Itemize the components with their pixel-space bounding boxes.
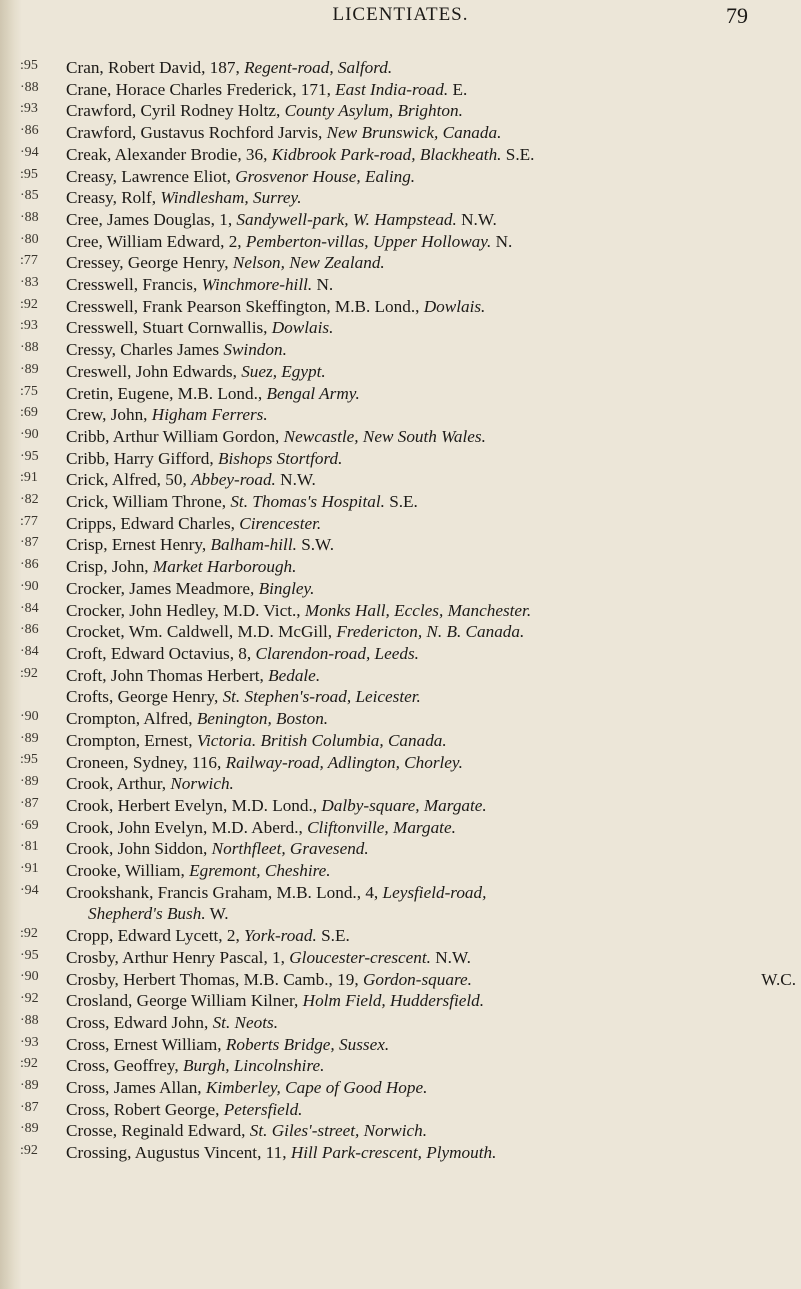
- entry-name: Crick, William Throne,: [66, 492, 231, 512]
- entry-address: Regent-road, Salford.: [244, 58, 393, 77]
- list-item: [66, 621, 796, 643]
- margin-number: ·94: [20, 144, 39, 160]
- margin-number: ·89: [20, 1077, 39, 1093]
- entry-district: W.: [205, 904, 229, 924]
- margin-number: :69: [20, 405, 38, 421]
- entry-address: Bishops Stortford.: [217, 448, 343, 468]
- entry-name: Crawford, Cyril Rodney Holtz,: [66, 101, 285, 121]
- list-item: [66, 469, 796, 491]
- entry-name: Cretin, Eugene, M.B. Lond.,: [66, 383, 267, 403]
- margin-number: :75: [20, 383, 38, 399]
- entry-address: St. Thomas's Hospital.: [230, 492, 385, 512]
- margin-number: ·88: [20, 1012, 39, 1028]
- list-item: [66, 578, 796, 600]
- entry-address: Sandywell-park, W. Hampstead.: [236, 209, 457, 229]
- margin-number: ·90: [20, 969, 39, 985]
- list-item: [66, 600, 796, 622]
- margin-number: ·92: [20, 991, 39, 1007]
- entry-address: St. Stephen's-road, Leicester.: [222, 687, 421, 707]
- margin-number: ·87: [20, 795, 39, 811]
- list-item: [66, 448, 796, 470]
- entry-name: Crocker, James Meadmore,: [66, 578, 259, 598]
- licentiates-list: [66, 57, 796, 1164]
- entry-name: Croft, Edward Octavius, 8,: [66, 643, 256, 663]
- entry-name: Croneen, Sydney, 116,: [66, 752, 226, 772]
- entry-address: East India-road.: [335, 79, 449, 99]
- margin-number: ·86: [20, 557, 39, 573]
- entry-name: Crofts, George Henry,: [66, 687, 223, 707]
- entry-address: York-road.: [244, 926, 317, 946]
- entry-continuation: [66, 903, 796, 925]
- entry-name: Cross, Ernest William,: [66, 1034, 226, 1054]
- margin-number: ·87: [20, 535, 39, 551]
- entry-district: S.E.: [316, 926, 350, 946]
- entry-address: Bingley.: [258, 578, 315, 598]
- margin-number: :77: [20, 253, 38, 269]
- list-item: [66, 730, 796, 752]
- entry-name: Creak, Alexander Brodie, 36,: [66, 144, 272, 164]
- list-item: [66, 252, 796, 274]
- entry-district: S.E.: [501, 144, 535, 164]
- margin-number: ·84: [20, 600, 39, 616]
- entry-name: Crook, John Evelyn, M.D. Aberd.,: [66, 817, 308, 837]
- margin-number: ·91: [20, 860, 39, 876]
- margin-number: ·88: [20, 209, 39, 225]
- entry-name: Crisp, Ernest Henry,: [66, 535, 211, 555]
- list-item: [66, 665, 796, 687]
- entry-name: Crosby, Herbert Thomas, M.B. Camb., 19,: [66, 969, 363, 989]
- margin-number: ·89: [20, 361, 39, 377]
- entry-address: Dowlais.: [271, 318, 334, 338]
- list-item: [66, 426, 796, 448]
- list-item: [66, 274, 796, 296]
- list-item: [66, 79, 796, 101]
- margin-number: ·85: [20, 188, 39, 204]
- margin-number: :93: [20, 101, 38, 117]
- entry-address: Cliftonville, Margate.: [307, 817, 456, 837]
- entry-address: Victoria. British Columbia, Canada.: [196, 730, 447, 750]
- list-item: [66, 231, 796, 253]
- entry-address: Monks Hall, Eccles, Manchester.: [304, 600, 532, 620]
- list-item: [66, 969, 796, 991]
- entry-name: Crookshank, Francis Graham, M.B. Lond., 4,: [66, 882, 383, 902]
- list-item: [66, 752, 796, 774]
- entry-address: County Asylum, Brighton.: [284, 101, 463, 121]
- list-item: [66, 166, 796, 188]
- margin-number: :95: [20, 752, 38, 768]
- entry-name: Crompton, Alfred,: [66, 709, 197, 729]
- entry-address: Roberts Bridge, Sussex.: [225, 1034, 390, 1054]
- margin-number: ·80: [20, 231, 39, 247]
- entry-district: N.W.: [275, 470, 316, 490]
- margin-number: ·88: [20, 340, 39, 356]
- entry-name: Cross, Geoffrey,: [66, 1056, 183, 1076]
- entry-address: Suez, Egypt.: [241, 361, 326, 381]
- list-item: [66, 1012, 796, 1034]
- margin-number: ·95: [20, 448, 39, 464]
- entry-address: Bengal Army.: [266, 383, 360, 403]
- entry-address: Gordon-square.: [362, 969, 472, 989]
- list-item: [66, 57, 796, 79]
- list-item: [66, 925, 796, 947]
- list-item: [66, 708, 796, 730]
- entry-name: Crook, Herbert Evelyn, M.D. Lond.,: [66, 795, 322, 815]
- margin-number: ·81: [20, 839, 39, 855]
- entry-name: Crossing, Augustus Vincent, 11,: [66, 1143, 291, 1163]
- list-item: [66, 491, 796, 513]
- margin-number: ·86: [20, 123, 39, 139]
- entry-name: Crooke, William,: [66, 861, 190, 881]
- entry-address: St. Giles'-street, Norwich.: [249, 1121, 428, 1141]
- margin-number: ·93: [20, 1034, 39, 1050]
- entry-address: Kidbrook Park-road, Blackheath.: [271, 144, 502, 164]
- entry-name: Crosby, Arthur Henry Pascal, 1,: [66, 947, 290, 967]
- list-item: [66, 187, 796, 209]
- list-item: [66, 643, 796, 665]
- list-item: [66, 860, 796, 882]
- entry-name: Crook, Arthur,: [66, 774, 171, 794]
- entry-name: Crocket, Wm. Caldwell, M.D. McGill,: [66, 622, 337, 642]
- entry-address: Dalby-square, Margate.: [321, 795, 487, 815]
- margin-number: :92: [20, 1056, 38, 1072]
- entry-address: Cirencester.: [239, 513, 322, 533]
- entry-name: Cross, Robert George,: [66, 1099, 224, 1119]
- entry-address: Newcastle, New South Wales.: [283, 426, 486, 446]
- margin-number: ·69: [20, 817, 39, 833]
- entry-name: Cresswell, Stuart Cornwallis,: [66, 318, 272, 338]
- margin-number: :95: [20, 166, 38, 182]
- list-item: [66, 947, 796, 969]
- margin-number: ·87: [20, 1099, 39, 1115]
- entry-address: Gloucester-crescent.: [289, 947, 431, 967]
- entry-address: Clarendon-road, Leeds.: [255, 643, 419, 663]
- margin-number: ·89: [20, 1121, 39, 1137]
- entry-address: Burgh, Lincolnshire.: [182, 1056, 325, 1076]
- list-item: [66, 882, 796, 925]
- entry-name: Cressy, Charles James: [66, 340, 224, 360]
- entry-district: N.: [312, 275, 334, 295]
- entry-name: Crane, Horace Charles Frederick, 171,: [66, 79, 336, 99]
- margin-number: ·90: [20, 426, 39, 442]
- entry-name: Cross, James Allan,: [66, 1078, 206, 1098]
- entry-address: Nelson, New Zealand.: [232, 253, 385, 273]
- margin-number: :92: [20, 665, 38, 681]
- list-item: [66, 404, 796, 426]
- entry-address: Swindon.: [223, 340, 287, 360]
- entry-address: Pemberton-villas, Upper Holloway.: [245, 231, 492, 251]
- entry-address: Holm Field, Huddersfield.: [302, 991, 485, 1011]
- margin-number: :95: [20, 58, 38, 73]
- entry-name: Croft, John Thomas Herbert,: [66, 665, 269, 685]
- list-item: [66, 296, 796, 318]
- margin-number: ·89: [20, 774, 39, 790]
- entry-name: Crew, John,: [66, 405, 152, 425]
- entry-name: Crook, John Siddon,: [66, 839, 212, 859]
- margin-number: ·95: [20, 947, 39, 963]
- entry-district: N.W.: [456, 209, 497, 229]
- entry-name: Creasy, Lawrence Eliot,: [66, 166, 236, 186]
- entry-address: Higham Ferrers.: [151, 405, 268, 425]
- entry-address: Dowlais.: [423, 296, 486, 316]
- list-item: [66, 795, 796, 817]
- entry-district: S.E.: [384, 492, 418, 512]
- entry-name: Crompton, Ernest,: [66, 730, 197, 750]
- entry-name: Crawford, Gustavus Rochford Jarvis,: [66, 123, 327, 143]
- list-item: [66, 686, 796, 708]
- entry-address: Petersfield.: [223, 1099, 303, 1119]
- entry-name: Cresswell, Francis,: [66, 275, 202, 295]
- list-item: [66, 339, 796, 361]
- entry-address: Abbey-road.: [191, 470, 276, 490]
- list-item: [66, 361, 796, 383]
- margin-number: :92: [20, 926, 38, 941]
- entry-address: Hill Park-crescent, Plymouth.: [290, 1143, 497, 1163]
- entry-address: Egremont, Cheshire.: [189, 861, 331, 881]
- list-item: [66, 100, 796, 122]
- margin-number: ·90: [20, 578, 39, 594]
- entry-name: Cropp, Edward Lycett, 2,: [66, 926, 245, 946]
- entry-name: Cressey, George Henry,: [66, 253, 233, 273]
- list-item: [66, 1120, 796, 1142]
- entry-address: Market Harborough.: [152, 557, 297, 577]
- entry-name: Crosse, Reginald Edward,: [66, 1121, 250, 1141]
- running-header-title: LICENTIATES.: [332, 4, 469, 25]
- list-item: [66, 556, 796, 578]
- margin-number: :91: [20, 470, 38, 486]
- entry-address: Norwich.: [170, 774, 234, 794]
- entry-name: Crocker, John Hedley, M.D. Vict.,: [66, 600, 305, 620]
- entry-address: Bedale.: [268, 665, 321, 685]
- entry-address: Railway-road, Adlington, Chorley.: [225, 752, 463, 772]
- list-item: [66, 990, 796, 1012]
- list-item: [66, 534, 796, 556]
- entry-name: Cree, William Edward, 2,: [66, 231, 246, 251]
- margin-number: :77: [20, 513, 38, 529]
- list-item: [66, 773, 796, 795]
- entry-name: Cribb, Harry Gifford,: [66, 448, 218, 468]
- list-item: [66, 1034, 796, 1056]
- margin-number: :93: [20, 318, 38, 334]
- margin-number: :92: [20, 296, 38, 312]
- list-item: [66, 1099, 796, 1121]
- entry-address: St. Neots.: [212, 1012, 278, 1032]
- margin-number: ·82: [20, 492, 39, 507]
- margin-number: :92: [20, 1143, 38, 1158]
- margin-number: ·94: [20, 882, 39, 898]
- page-gutter: [0, 0, 22, 1289]
- list-item: [66, 513, 796, 535]
- entry-address: Windlesham, Surrey.: [160, 188, 302, 208]
- list-item: [66, 383, 796, 405]
- list-item: [66, 317, 796, 339]
- entry-name: Creasy, Rolf,: [66, 188, 161, 208]
- list-item: [66, 122, 796, 144]
- list-item: [66, 838, 796, 860]
- entry-district: S.W.: [296, 535, 334, 555]
- entry-district: E.: [448, 79, 468, 99]
- margin-number: ·90: [20, 709, 39, 724]
- margin-number: ·86: [20, 622, 39, 638]
- entry-address: Northfleet, Gravesend.: [211, 839, 369, 859]
- entry-address: Balham-hill.: [210, 535, 297, 555]
- entry-address: New Brunswick, Canada.: [326, 123, 502, 143]
- list-item: [66, 1055, 796, 1077]
- entry-name: Crick, Alfred, 50,: [66, 470, 192, 490]
- entry-address: Benington, Boston.: [196, 709, 329, 729]
- margin-number: ·89: [20, 730, 39, 746]
- entry-name: Cripps, Edward Charles,: [66, 513, 240, 533]
- entry-address: Kimberley, Cape of Good Hope.: [205, 1078, 428, 1098]
- entry-name: Cross, Edward John,: [66, 1012, 213, 1032]
- entry-address: Fredericton, N. B. Canada.: [336, 622, 525, 642]
- page-number: 79: [726, 3, 748, 28]
- entry-district: N.: [491, 231, 513, 251]
- entry-name: Crosland, George William Kilner,: [66, 991, 303, 1011]
- list-item: [66, 144, 796, 166]
- entry-address: Shepherd's Bush.: [88, 904, 206, 924]
- margin-number: ·84: [20, 643, 39, 659]
- entry-name: Cresswell, Frank Pearson Skeffington, M.B. Lond.,: [66, 296, 424, 316]
- margin-number: ·83: [20, 275, 39, 290]
- entry-address: Leysfield-road,: [382, 882, 487, 902]
- entry-district: W.C.: [761, 969, 796, 989]
- list-item: [66, 1142, 796, 1164]
- list-item: [66, 817, 796, 839]
- entry-address: Winchmore-hill.: [201, 275, 313, 295]
- entry-name: Cree, James Douglas, 1,: [66, 209, 237, 229]
- list-item: [66, 1077, 796, 1099]
- entry-name: Cran, Robert David, 187,: [66, 58, 245, 77]
- list-item: [66, 209, 796, 231]
- entry-name: Cribb, Arthur William Gordon,: [66, 426, 284, 446]
- entry-name: Crisp, John,: [66, 557, 153, 577]
- entry-address: Grosvenor House, Ealing.: [235, 166, 416, 186]
- margin-number: ·88: [20, 79, 39, 95]
- entry-district: N.W.: [430, 947, 471, 967]
- entry-name: Creswell, John Edwards,: [66, 361, 242, 381]
